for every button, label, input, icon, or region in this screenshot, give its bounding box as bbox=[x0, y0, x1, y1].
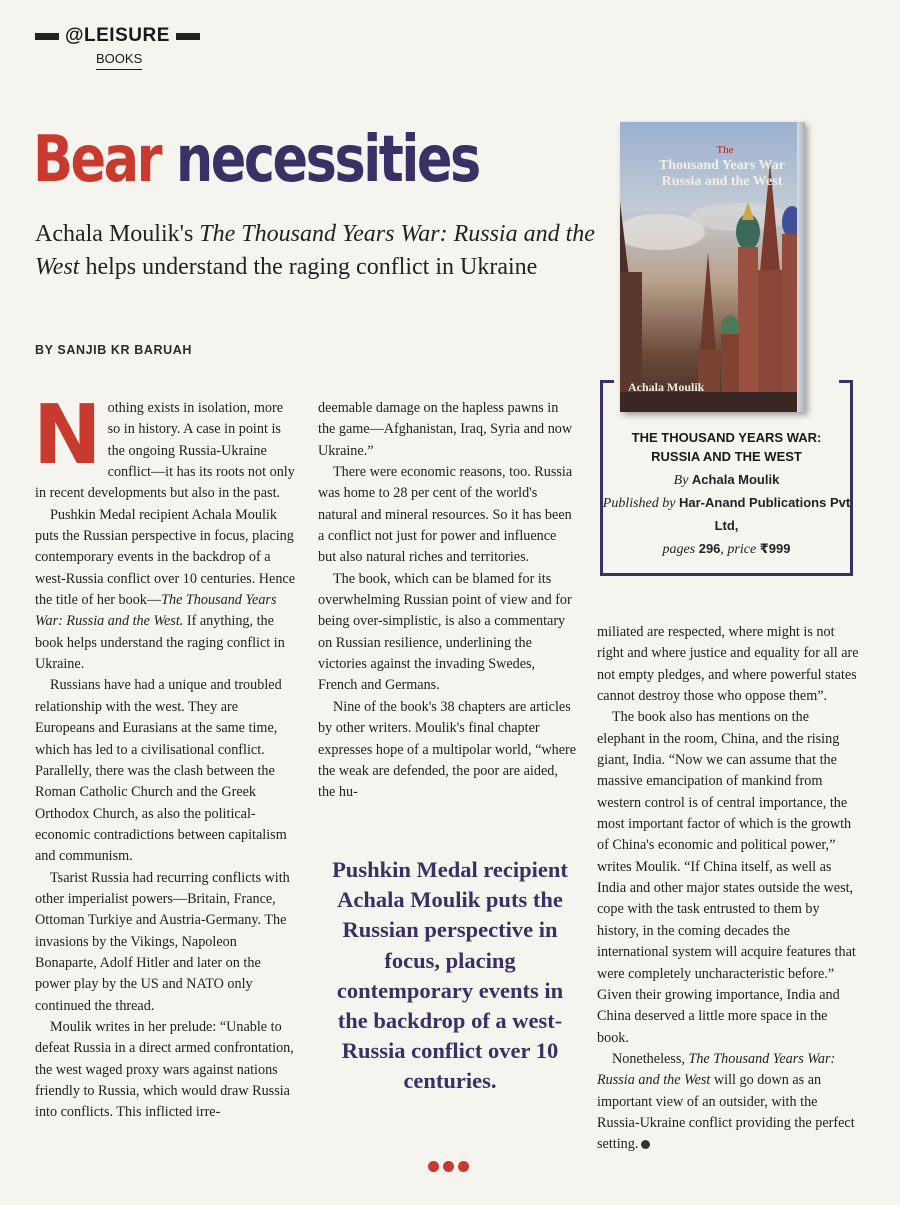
paragraph-12-book-title: The Thousand Years War: Russia and the West bbox=[597, 1050, 836, 1089]
article-column-1 bbox=[33, 388, 297, 1124]
paragraph-2-pre: Pushkin Medal recipient Achala Moulik puts the Russian perspective in focus, placing contemporary events in the backdrop of a west-Russia conflict over 10 centuries. Hence the title of her book— bbox=[35, 506, 296, 609]
book-title bbox=[600, 428, 853, 466]
header-bar-right bbox=[176, 33, 200, 40]
book-info-text bbox=[600, 428, 853, 561]
paragraph-8: The book, which can be blamed for its overwhelming Russian point of view and for being over-simplistic, is also a commentary on Russian resilience, underlining the victories against the invading Swedes, French and Germans. bbox=[318, 570, 572, 694]
paragraph-1 bbox=[33, 388, 297, 505]
standfirst-post: helps understand the raging conflict in Ukraine bbox=[79, 254, 538, 280]
book-publisher: Har-Anand Publications Pvt Ltd, bbox=[679, 495, 851, 533]
paragraph-5: Moulik writes in her prelude: “Unable to defeat Russia in a direct armed confrontation, the west waged proxy wars against nations friendly to Russia, which would draw Russia into conflicts. This inflicted irre- bbox=[35, 1018, 294, 1121]
pages-label: pages bbox=[662, 542, 696, 557]
book-price: ₹999 bbox=[759, 541, 791, 556]
book-author: Achala Moulik bbox=[691, 472, 780, 487]
dot-2 bbox=[443, 1161, 454, 1172]
cover-title-main: Thousand Years War bbox=[658, 158, 786, 173]
dot-1 bbox=[428, 1161, 439, 1172]
book-cover-image bbox=[620, 122, 805, 412]
by-label: By bbox=[673, 473, 689, 488]
cover-title-sub: Russia and the West bbox=[661, 174, 783, 189]
dot-3 bbox=[458, 1161, 469, 1172]
section-label: @LEISURE bbox=[65, 25, 170, 46]
box-edge-top-right bbox=[839, 380, 853, 383]
paragraph-1-text: othing exists in isolation, more so in history. A case in point is the ongoing Russia-Ukraine conflict—it has its roots not only in recent developments but also in the past. bbox=[35, 400, 295, 502]
paragraph-10: miliated are respected, where might is not right and where justice and equality for all are not empty pledges, and where powerful states cannot destroy those who oppose them”. bbox=[597, 624, 859, 705]
paragraph-2-book-title: The Thousand Years War: Russia and the West. bbox=[35, 592, 277, 630]
paragraph-12-pre: Nonetheless, bbox=[612, 1050, 689, 1067]
section-header bbox=[35, 25, 200, 47]
paragraph-3: Russians have had a unique and troubled relationship with the west. They are Europeans and Eurasians at the same time, which has led to a civilisational conflict. Parallelly, there was the clash between the Roman Catholic Church and the Greek Orthodox Church, as also the political-economic contradictions between capitalism and communism. bbox=[35, 677, 287, 865]
book-title-line-1: THE THOUSAND YEARS WAR: bbox=[631, 430, 822, 445]
book-pages: 296 bbox=[698, 541, 721, 556]
headline-word-1: Bear bbox=[33, 123, 161, 197]
drop-cap: N bbox=[33, 388, 102, 483]
box-edge-bottom bbox=[600, 573, 853, 576]
paragraph-12-post: will go down as an important view of an outsider, with the Russia-Ukraine conflict providing the perfect setting. bbox=[597, 1072, 855, 1153]
section-sublabel: BOOKS bbox=[96, 51, 142, 70]
headline bbox=[33, 123, 479, 197]
paragraph-2-post: If anything, the book helps understand the raging conflict in Ukraine. bbox=[35, 613, 285, 673]
book-pages-price-line: pages 296, price ₹999 bbox=[662, 541, 791, 557]
paragraph-11: The book also has mentions on the elephant in the room, China, and the rising giant, India. “Now we can assume that the massive emancipation of mankind from western control is of central importance, the most important factor of which is the growth of China's economic and political power,” writes Moulik. “If China itself, as well as India and other major states outside the west, cope with the task entrusted to them by history, in the coming decades the international system will acquire features that were completely uncharacteristic before.” Given their growing importance, India and China deserved a little more space in the book. bbox=[597, 709, 856, 1046]
paragraph-2 bbox=[35, 505, 297, 676]
book-title-line-2: RUSSIA AND THE WEST bbox=[651, 449, 802, 464]
pull-quote: Pushkin Medal recipient Achala Moulik puts the Russian perspective in focus, placing contemporary events in the backdrop of a west-Russia conflict over 10 centuries. bbox=[332, 857, 568, 1094]
book-info-box bbox=[600, 380, 853, 576]
cover-title-line-2 bbox=[642, 158, 802, 190]
cover-title-line-1: The bbox=[716, 144, 734, 156]
byline: BY SANJIB KR BARUAH bbox=[35, 343, 193, 357]
end-mark-icon bbox=[641, 1140, 650, 1149]
pull-quote-dots bbox=[428, 1161, 469, 1172]
book-author-line bbox=[600, 469, 853, 492]
paragraph-6: deemable damage on the hapless pawns in the game—Afghanistan, Iraq, Syria and now Ukraine.” bbox=[318, 400, 573, 459]
price-label: price bbox=[727, 542, 757, 557]
paragraph-9: Nine of the book's 38 chapters are articles by other writers. Moulik's final chapter expresses hope of a multipolar world, “where the weak are defended, the poor are aided, the hu- bbox=[318, 698, 577, 801]
paragraph-4: Tsarist Russia had recurring conflicts with other imperialist powers—Britain, France, Ottoman Turkiye and Austria-Germany. The invasions by the Vikings, Napoleon Bonaparte, Adolf Hitler and later on the power play by the US and NATO only continued the thread. bbox=[35, 869, 290, 1014]
article-column-3 bbox=[597, 622, 859, 1156]
book-publisher-line bbox=[600, 492, 853, 538]
published-label: Published by bbox=[602, 496, 676, 511]
headline-word-2: necessities bbox=[175, 123, 479, 197]
standfirst-pre: Achala Moulik's bbox=[35, 221, 200, 247]
paragraph-7: There were economic reasons, too. Russia was home to 28 per cent of the world's natural and mineral resources. So it has been a conflict not just for power and influence but also natural riches and territories. bbox=[318, 464, 573, 566]
header-bar-left bbox=[35, 33, 59, 40]
article-column-2 bbox=[318, 398, 578, 804]
cover-author: Achala Moulik bbox=[628, 380, 705, 394]
box-edge-top-left bbox=[600, 380, 614, 383]
standfirst-book-title: The Thousand Years War: Russia and the West bbox=[35, 221, 595, 280]
standfirst bbox=[35, 218, 595, 284]
paragraph-12 bbox=[597, 1049, 859, 1156]
